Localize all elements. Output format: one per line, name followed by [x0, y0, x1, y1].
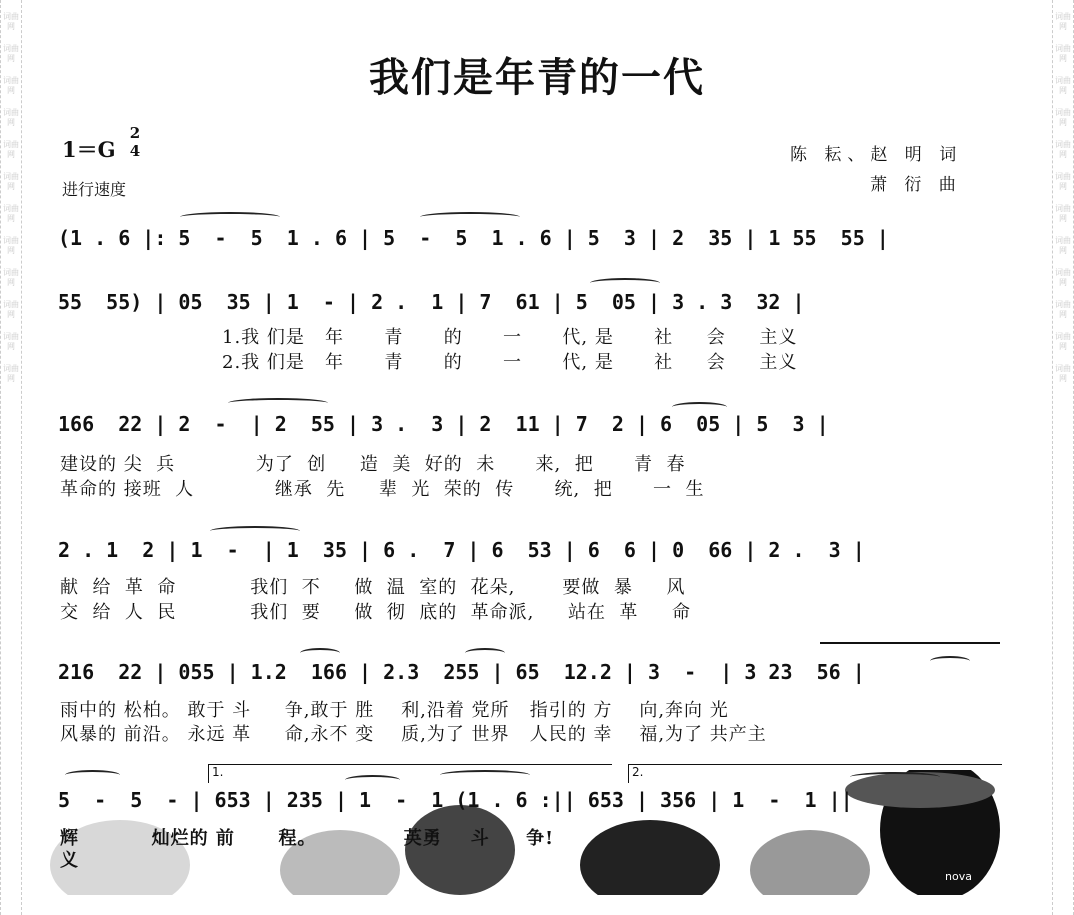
right-margin-watermark: 词曲网 词曲网 词曲网 词曲网 词曲网 词曲网 词曲网 词曲网 词曲网 词曲网 词曲网 词曲网 — [1052, 0, 1074, 915]
slur — [65, 770, 120, 780]
notes-line: (1 . 6 |: 5 - 5 1 . 6 | 5 - 5 1 . 6 | 5 3 | 2 35 | 1 55 55 | — [58, 226, 889, 250]
score-system-3 — [58, 412, 1002, 502]
slur — [465, 648, 505, 658]
tempo-marking: 进行速度 — [62, 180, 127, 199]
lyrics-verse-1: 辉 灿烂的 前 程。 英勇 斗 争! — [60, 828, 555, 849]
time-signature-top: 2 — [129, 124, 141, 142]
score-system-6 — [58, 788, 1002, 871]
slur — [210, 526, 300, 536]
score-system-1 — [58, 218, 1002, 258]
slur — [672, 402, 727, 412]
notes-line: 55 55) | 05 35 | 1 - | 2 . 1 | 7 61 | 5 05 | 3 . 3 32 | — [58, 290, 805, 314]
lyrics-verse-1: 1.我 们是 年 青 的 一 代, 是 社 会 主义 — [222, 327, 798, 348]
slur — [930, 656, 970, 666]
slur — [590, 278, 660, 288]
time-signature — [128, 124, 142, 160]
slur — [420, 212, 520, 222]
left-margin-watermark: 词曲网 词曲网 词曲网 词曲网 词曲网 词曲网 词曲网 词曲网 词曲网 词曲网 词曲网 词曲网 — [0, 0, 22, 915]
credits — [790, 140, 962, 200]
score-system-2 — [58, 285, 1002, 375]
score-system-4 — [58, 538, 1002, 628]
slur — [180, 212, 280, 222]
photo-corner-text: nova — [945, 870, 972, 883]
lyrics-verse-1: 献 给 革 命 我们 不 做 温 室的 花朵, 要做 暴 风 — [60, 577, 686, 598]
slur — [228, 398, 328, 408]
notes-line: 5 - 5 - | 653 | 235 | 1 - 1 (1 . 6 :|| 653 | 356 | 1 - 1 || — [58, 788, 853, 812]
notes-line: 2 . 1 2 | 1 - | 1 35 | 6 . 7 | 6 53 | 6 6 | 0 66 | 2 . 3 | — [58, 538, 865, 562]
slur — [440, 770, 530, 780]
second-ending-bracket: 2. — [628, 764, 1002, 783]
slur — [850, 772, 940, 782]
score-system-5 — [58, 660, 1002, 750]
lyrics-verse-2: 革命的 接班 人 继承 先 辈 光 荣的 传 统, 把 一 生 — [60, 479, 705, 500]
first-ending-bracket: 1. — [208, 764, 612, 783]
lyrics-verse-2: 义 — [60, 850, 79, 871]
slur — [345, 775, 400, 785]
time-signature-bottom: 4 — [129, 142, 141, 160]
notes-line: 216 22 | 055 | 1.2 166 | 2.3 255 | 65 12.2 | 3 - | 3 23 56 | — [58, 660, 865, 684]
notes-line: 166 22 | 2 - | 2 55 | 3 . 3 | 2 11 | 7 2 | 6 05 | 5 3 | — [58, 412, 829, 436]
composer-credit: 萧 衍 曲 — [870, 175, 962, 195]
lyricist-credit: 陈 耘、赵 明 词 — [790, 145, 963, 165]
slur — [300, 648, 340, 658]
lyrics-verse-2: 风暴的 前沿。 永远 革 命,永不 变 质,为了 世界 人民的 幸 福,为了 共产主 — [60, 724, 767, 745]
lyrics-verse-1: 雨中的 松柏。 敢于 斗 争,敢于 胜 利,沿着 党所 指引的 方 向,奔向 光 — [60, 700, 729, 721]
lyrics-verse-1: 建设的 尖 兵 为了 创 造 美 好的 未 来, 把 青 春 — [60, 454, 686, 475]
song-title: 我们是年青的一代 — [369, 55, 705, 101]
lyrics-verse-2: 2.我 们是 年 青 的 一 代, 是 社 会 主义 — [222, 352, 798, 373]
key-signature: 1＝G — [62, 137, 116, 162]
staff-rule — [820, 642, 1000, 644]
lyrics-verse-2: 交 给 人 民 我们 要 做 彻 底的 革命派, 站在 革 命 — [60, 602, 692, 623]
